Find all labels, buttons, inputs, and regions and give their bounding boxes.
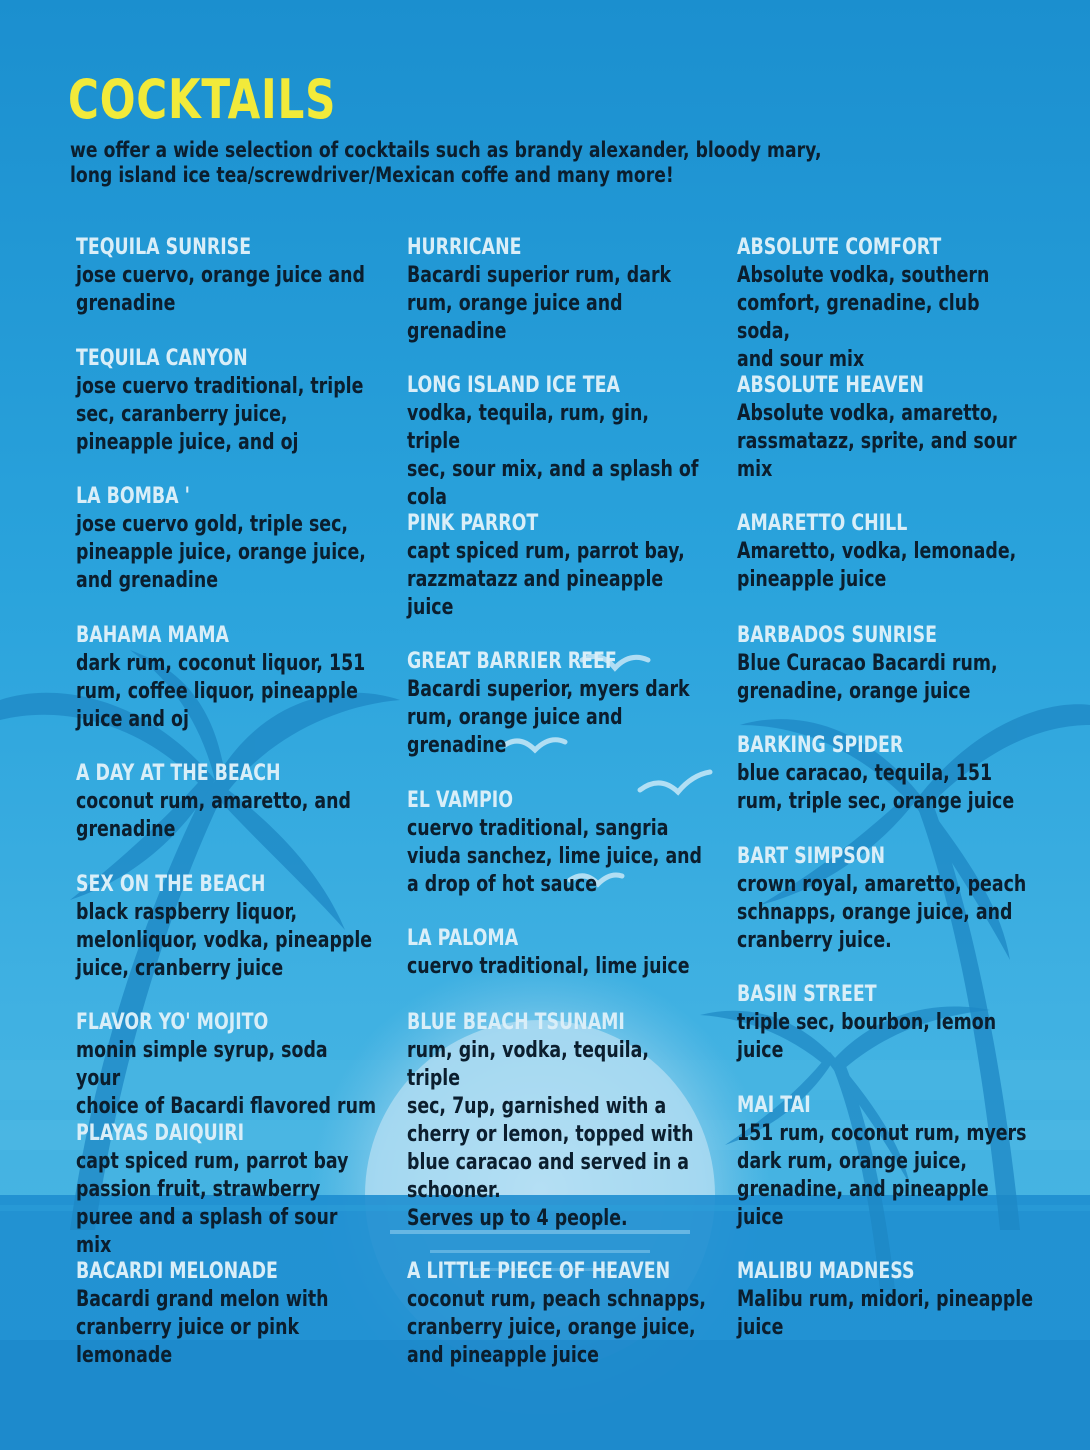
cocktail-item <box>76 345 376 457</box>
ingredient-line: mix <box>737 457 773 482</box>
cocktail-name: HURRICANE <box>407 235 522 260</box>
cocktail-name: TEQUILA CANYON <box>76 346 248 371</box>
ingredient-line: a drop of hot sauce <box>407 872 597 897</box>
cocktail-name: AMARETTO CHILL <box>737 511 908 536</box>
ingredient-line: puree and a splash of sour mix <box>76 1205 338 1258</box>
cocktail-item <box>737 981 1037 1065</box>
ingredient-line: pineapple juice, orange juice, <box>76 540 366 565</box>
cocktail-ingredients <box>737 538 1037 594</box>
ingredient-line: Absolute vodka, southern <box>737 263 990 288</box>
cocktail-name: SEX ON THE BEACH <box>76 872 266 897</box>
cocktail-name: GREAT BARRIER REEF <box>407 649 617 674</box>
ingredient-line: pineapple juice, and oj <box>76 430 299 455</box>
cocktail-item <box>76 760 376 844</box>
cocktail-ingredients <box>76 899 376 983</box>
cocktail-item <box>407 648 707 760</box>
cocktail-ingredients <box>76 373 376 457</box>
cocktail-item <box>407 787 707 899</box>
cocktail-item <box>737 1258 1037 1342</box>
cocktail-ingredients <box>407 1037 707 1233</box>
ingredient-line: juice and oj <box>76 707 189 732</box>
ingredient-line: Bacardi superior rum, dark <box>407 263 672 288</box>
intro-text <box>70 138 931 188</box>
ingredient-line: and pineapple juice <box>407 1343 599 1368</box>
cocktail-ingredients <box>76 788 376 844</box>
ingredient-line: cuervo traditional, sangria <box>407 816 669 841</box>
ingredient-line: capt spiced rum, parrot bay <box>76 1149 349 1174</box>
cocktail-item <box>76 234 376 318</box>
cocktail-ingredients <box>737 1286 1037 1342</box>
ingredient-line: monin simple syrup, soda your <box>76 1038 328 1091</box>
cocktail-item <box>76 1258 376 1370</box>
cocktail-ingredients <box>76 262 376 318</box>
cocktail-item <box>737 234 1037 374</box>
ingredient-line: rum, orange juice and <box>407 291 623 316</box>
ingredient-line: dark rum, coconut liquor, 151 <box>76 651 366 676</box>
ingredient-line: rassmatazz, sprite, and sour <box>737 429 1017 454</box>
ingredient-line: juice, cranberry juice <box>76 956 284 981</box>
ingredient-line: cherry or lemon, topped with <box>407 1122 694 1147</box>
ingredient-line: grenadine <box>76 291 176 316</box>
ingredient-line: Bacardi grand melon with <box>76 1287 329 1312</box>
cocktail-name: FLAVOR YO' MOJITO <box>76 1010 269 1035</box>
ingredient-line: cranberry juice or pink <box>76 1315 300 1340</box>
cocktail-name: BACARDI MELONADE <box>76 1259 278 1284</box>
ingredient-line: cranberry juice. <box>737 928 892 953</box>
cocktail-item <box>76 1009 376 1121</box>
ingredient-line: cola <box>407 485 447 510</box>
cocktail-name: PLAYAS DAIQUIRI <box>76 1121 245 1146</box>
cocktail-item <box>737 510 1037 594</box>
ingredient-line: blue caracao, tequila, 151 <box>737 761 993 786</box>
ingredient-line: jose cuervo traditional, triple <box>76 374 364 399</box>
cocktail-name: BARBADOS SUNRISE <box>737 623 937 648</box>
cocktail-item <box>407 510 707 622</box>
ingredient-line: sec, 7up, garnished with a <box>407 1094 667 1119</box>
cocktail-ingredients <box>76 650 376 734</box>
ingredient-line: coconut rum, peach schnapps, <box>407 1287 706 1312</box>
cocktail-name: BLUE BEACH TSUNAMI <box>407 1010 625 1035</box>
cocktail-ingredients <box>737 262 1037 374</box>
cocktail-name: LONG ISLAND ICE TEA <box>407 373 620 398</box>
cocktail-name: A DAY AT THE BEACH <box>76 761 281 786</box>
ingredient-line: Serves up to 4 people. <box>407 1206 628 1231</box>
ingredient-line: juice <box>407 595 454 620</box>
ingredient-line: melonliquor, vodka, pineapple <box>76 928 373 953</box>
cocktail-item <box>407 234 707 346</box>
cocktail-item <box>76 871 376 983</box>
ingredient-line: black raspberry liquor, <box>76 900 298 925</box>
intro-line: long island ice tea/screwdriver/Mexican coffe and many more! <box>70 163 674 187</box>
cocktail-ingredients <box>737 760 1037 816</box>
cocktail-ingredients <box>407 262 707 346</box>
ingredient-line: and grenadine <box>76 568 219 593</box>
ingredient-line: jose cuervo gold, triple sec, <box>76 512 348 537</box>
cocktail-item <box>737 843 1037 955</box>
ingredient-line: schooner. <box>407 1178 501 1203</box>
cocktail-name: ABSOLUTE HEAVEN <box>737 373 924 398</box>
ingredient-line: dark rum, orange juice, <box>737 1149 967 1174</box>
ingredient-line: Amaretto, vodka, lemonade, <box>737 539 1017 564</box>
cocktail-name: A LITTLE PIECE OF HEAVEN <box>407 1259 671 1284</box>
ingredient-line: blue caracao and served in a <box>407 1150 689 1175</box>
ingredient-line: grenadine, orange juice <box>737 679 971 704</box>
cocktail-name: EL VAMPIO <box>407 788 513 813</box>
ingredient-line: Blue Curacao Bacardi rum, <box>737 651 998 676</box>
cocktail-name: PINK PARROT <box>407 511 539 536</box>
cocktail-ingredients <box>76 1148 376 1260</box>
ingredient-line: sec, sour mix, and a splash of <box>407 457 699 482</box>
cocktail-item <box>407 1258 707 1370</box>
cocktail-item <box>407 372 707 512</box>
cocktail-ingredients <box>737 1009 1037 1065</box>
cocktail-item <box>76 1120 376 1260</box>
cocktail-ingredients <box>76 1037 376 1121</box>
ingredient-line: jose cuervo, orange juice and <box>76 263 365 288</box>
cocktail-item <box>407 925 707 981</box>
ingredient-line: passion fruit, strawberry <box>76 1177 321 1202</box>
cocktail-ingredients <box>407 815 707 899</box>
ingredient-line: 151 rum, coconut rum, myers <box>737 1121 1027 1146</box>
cocktail-ingredients <box>76 1286 376 1370</box>
cocktail-ingredients <box>76 511 376 595</box>
cocktail-name: BART SIMPSON <box>737 844 886 869</box>
ingredient-line: grenadine <box>407 733 507 758</box>
ingredient-line: lemonade <box>76 1343 173 1368</box>
cocktail-ingredients <box>737 1120 1037 1232</box>
page-title: COCKTAILS <box>68 68 337 131</box>
ingredient-line: sec, caranberry juice, <box>76 402 288 427</box>
cocktail-item <box>737 732 1037 816</box>
cocktail-name: MALIBU MADNESS <box>737 1259 915 1284</box>
cocktail-item <box>737 622 1037 706</box>
cocktail-ingredients <box>407 400 707 512</box>
ingredient-line: schnapps, orange juice, and <box>737 900 1013 925</box>
ingredient-line: capt spiced rum, parrot bay, <box>407 539 685 564</box>
ingredient-line: grenadine <box>407 319 507 344</box>
cocktail-name: LA BOMBA ' <box>76 484 190 509</box>
ingredient-line: Malibu rum, midori, pineapple <box>737 1287 1034 1312</box>
cocktail-ingredients <box>407 1286 707 1370</box>
cocktail-ingredients <box>407 953 707 981</box>
ingredient-line: triple sec, bourbon, lemon <box>737 1010 997 1035</box>
cocktail-ingredients <box>737 400 1037 484</box>
ingredient-line: coconut rum, amaretto, and <box>76 789 351 814</box>
cocktail-item <box>76 483 376 595</box>
ingredient-line: juice <box>737 1038 784 1063</box>
ingredient-line: viuda sanchez, lime juice, and <box>407 844 703 869</box>
cocktail-ingredients <box>737 650 1037 706</box>
ingredient-line: vodka, tequila, rum, gin, triple <box>407 401 649 454</box>
cocktail-name: BARKING SPIDER <box>737 733 904 758</box>
cocktail-item <box>737 372 1037 484</box>
ingredient-line: grenadine <box>76 817 176 842</box>
cocktail-item <box>407 1009 707 1233</box>
ingredient-line: rum, triple sec, orange juice <box>737 789 1015 814</box>
ingredient-line: juice <box>737 1205 784 1230</box>
cocktail-ingredients <box>407 538 707 622</box>
ingredient-line: Bacardi superior, myers dark <box>407 677 690 702</box>
cocktail-name: ABSOLUTE COMFORT <box>737 235 942 260</box>
cocktail-name: BASIN STREET <box>737 982 877 1007</box>
ingredient-line: Absolute vodka, amaretto, <box>737 401 999 426</box>
ingredient-line: choice of Bacardi flavored rum <box>76 1094 377 1119</box>
ingredient-line: juice <box>737 1315 784 1340</box>
ingredient-line: cuervo traditional, lime juice <box>407 954 690 979</box>
cocktail-item <box>76 622 376 734</box>
ingredient-line: rum, coffee liquor, pineapple <box>76 679 358 704</box>
ingredient-line: cranberry juice, orange juice, <box>407 1315 696 1340</box>
cocktail-ingredients <box>737 871 1037 955</box>
cocktail-item <box>737 1092 1037 1232</box>
cocktail-name: MAI TAI <box>737 1093 811 1118</box>
cocktail-ingredients <box>407 676 707 760</box>
ingredient-line: razzmatazz and pineapple <box>407 567 664 592</box>
ingredient-line: pineapple juice <box>737 567 887 592</box>
intro-line: we offer a wide selection of cocktails such as brandy alexander, bloody mary, <box>70 138 822 162</box>
ingredient-line: and sour mix <box>737 347 865 372</box>
cocktail-name: TEQUILA SUNRISE <box>76 235 252 260</box>
cocktail-name: LA PALOMA <box>407 926 519 951</box>
ingredient-line: rum, gin, vodka, tequila, triple <box>407 1038 649 1091</box>
ingredient-line: crown royal, amaretto, peach <box>737 872 1027 897</box>
ingredient-line: comfort, grenadine, club soda, <box>737 291 980 344</box>
ingredient-line: rum, orange juice and <box>407 705 623 730</box>
ingredient-line: grenadine, and pineapple <box>737 1177 989 1202</box>
cocktail-name: BAHAMA MAMA <box>76 623 229 648</box>
